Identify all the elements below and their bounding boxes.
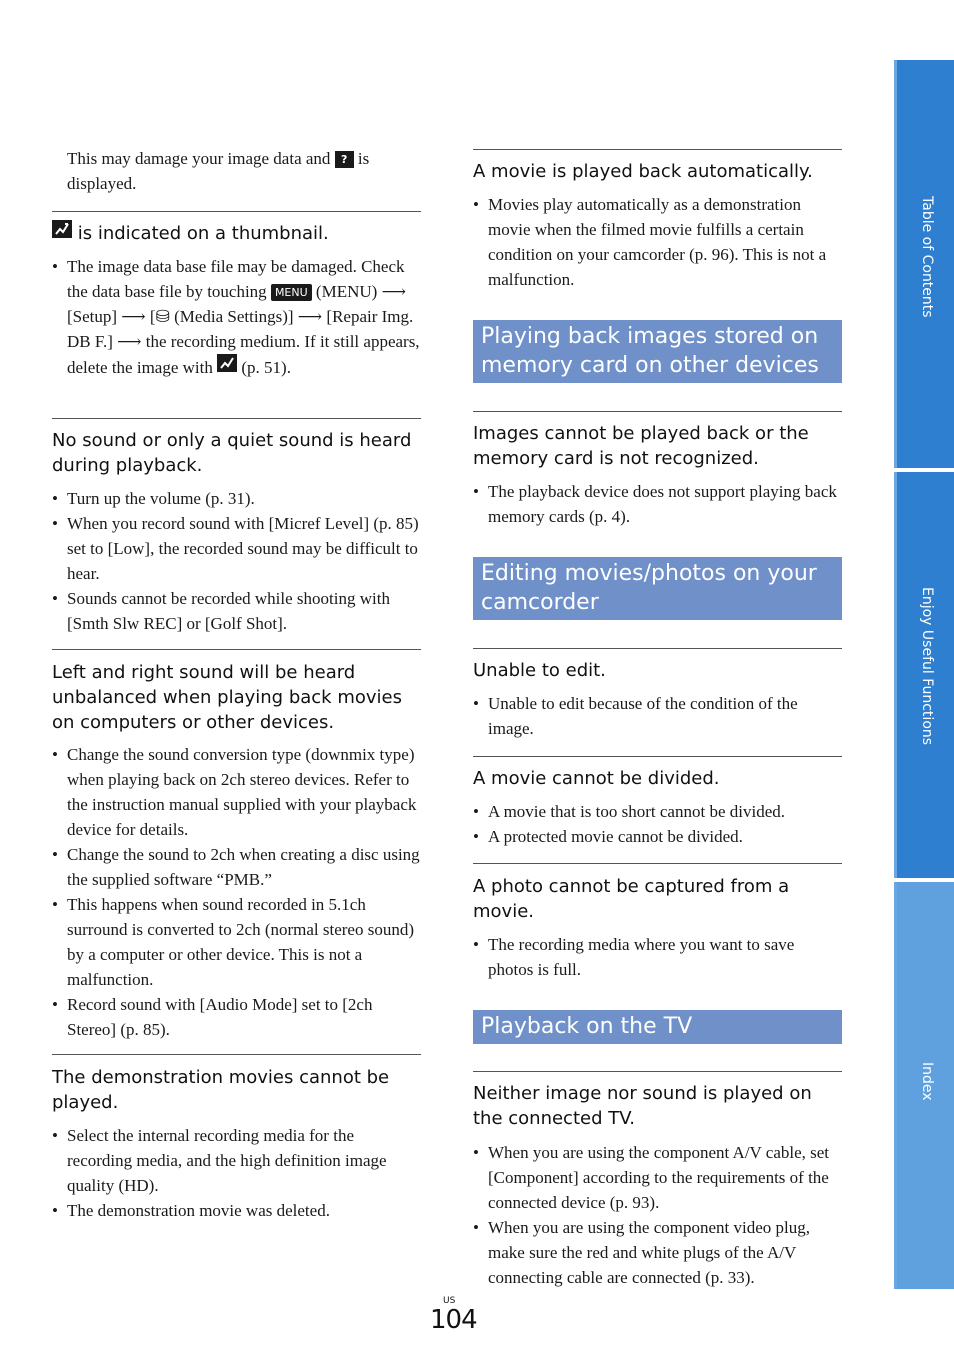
page-number [430,1296,477,1334]
section-heading: A movie is played back automatically. [473,161,813,182]
section-heading: Images cannot be played back or the memory card is not recognized. [473,423,809,469]
list-item: • Sounds cannot be recorded while shooting with [Smth Slw REC] or [Golf Shot]. [52,586,421,636]
image-error-icon [52,220,72,238]
section-heading: No sound or only a quiet sound is heard during playback. [52,430,412,476]
list-item: • Turn up the volume (p. 31). [52,486,421,511]
divider [52,211,421,212]
bullet-list [52,486,421,636]
section-heading: A photo cannot be captured from a movie. [473,876,790,922]
media-settings-icon: ⛁ [155,307,170,326]
arrow-icon: ⟶ [297,307,323,326]
locale-label: US [443,1296,456,1306]
section-heading: is indicated on a thumbnail. [52,220,421,246]
bullet-list [473,479,842,529]
section-heading: Left and right sound will be heard unbalanced when playing back movies on computers or other devices. [52,662,402,733]
list-item: • Record sound with [Audio Mode] set to [2ch Stereo] (p. 85). [52,992,424,1042]
sidebar-nav [894,0,954,1357]
section-banner: Playing back images stored on memory card on other devices [473,320,842,383]
list-item: • The image data base file may be damaged. Check the data base file by touching MENU (MENU) ⟶ [Setup] ⟶ [⛁ (Media Settings)] ⟶ [Repair Img. DB F.] ⟶ the recording medium. If it still appears, delete the image with (p. 51). [52,254,421,380]
list-item: • A movie that is too short cannot be divided. [473,799,842,824]
list-item: • The playback device does not support playing back memory cards (p. 4). [473,479,842,529]
list-item: • When you record sound with [Micref Level] (p. 85) set to [Low], the recorded sound may be difficult to hear. [52,511,421,586]
bullet-list [473,799,842,849]
tab-enjoy-useful-functions[interactable]: Enjoy Useful Functions [894,472,954,878]
intro-text: This may damage your image data and ? is displayed. [67,149,370,193]
divider [473,1071,842,1072]
bullet-list [473,932,842,982]
divider [473,648,842,649]
tab-table-of-contents[interactable]: Table of Contents [894,60,954,468]
section-heading: The demonstration movies cannot be played. [52,1067,390,1113]
list-item: • The recording media where you want to save photos is full. [473,932,842,982]
divider [473,411,842,412]
section-banner: Editing movies/photos on your camcorder [473,557,842,620]
bullet-list [52,742,424,1042]
divider [473,863,842,864]
divider [52,1054,421,1055]
tab-index[interactable]: Index [894,882,954,1289]
list-item: • When you are using the component A/V cable, set [Component] according to the requirements of the connected device (p. 93). [473,1140,842,1215]
list-item: • When you are using the component video plug, make sure the red and white plugs of the A/V connecting cable are connected (p. 33). [473,1215,842,1290]
divider [473,149,842,150]
list-item: • Select the internal recording media for the recording media, and the high definition image quality (HD). [52,1123,421,1198]
list-item: • A protected movie cannot be divided. [473,824,842,849]
section-heading: A movie cannot be divided. [473,768,720,789]
list-item: • This happens when sound recorded in 5.1ch surround is converted to 2ch (normal stereo sound) by a computer or other device. This is not a malfunction. [52,892,424,992]
section-banner: Playback on the TV [473,1010,842,1044]
page-number-value: 104 [430,1305,477,1335]
bullet-list [52,1123,421,1223]
question-mark-icon: ? [335,151,354,168]
arrow-icon: ⟶ [381,282,406,301]
divider [52,418,421,419]
list-item: • Change the sound conversion type (downmix type) when playing back on 2ch stereo devices. Refer to the instruction manual supplied with your playback device for details. [52,742,424,842]
divider [52,649,421,650]
list-item: • The demonstration movie was deleted. [52,1198,421,1223]
list-item: • Change the sound to 2ch when creating a disc using the supplied software “PMB.” [52,842,424,892]
section-heading: Unable to edit. [473,660,606,681]
list-item: • Unable to edit because of the condition of the image. [473,691,842,741]
bullet-list [473,192,842,292]
arrow-icon: ⟶ [117,332,142,351]
menu-icon: MENU [271,284,312,301]
section-heading: Neither image nor sound is played on the connected TV. [473,1083,812,1129]
delete-image-icon [217,354,237,372]
bullet-list [52,254,421,380]
divider [473,756,842,757]
bullet-list [473,1140,842,1290]
list-item: • Movies play automatically as a demonstration movie when the filmed movie fulfills a certain condition on your camcorder (p. 96). This is not a malfunction. [473,192,842,292]
bullet-list [473,691,842,741]
arrow-icon: ⟶ [121,307,146,326]
